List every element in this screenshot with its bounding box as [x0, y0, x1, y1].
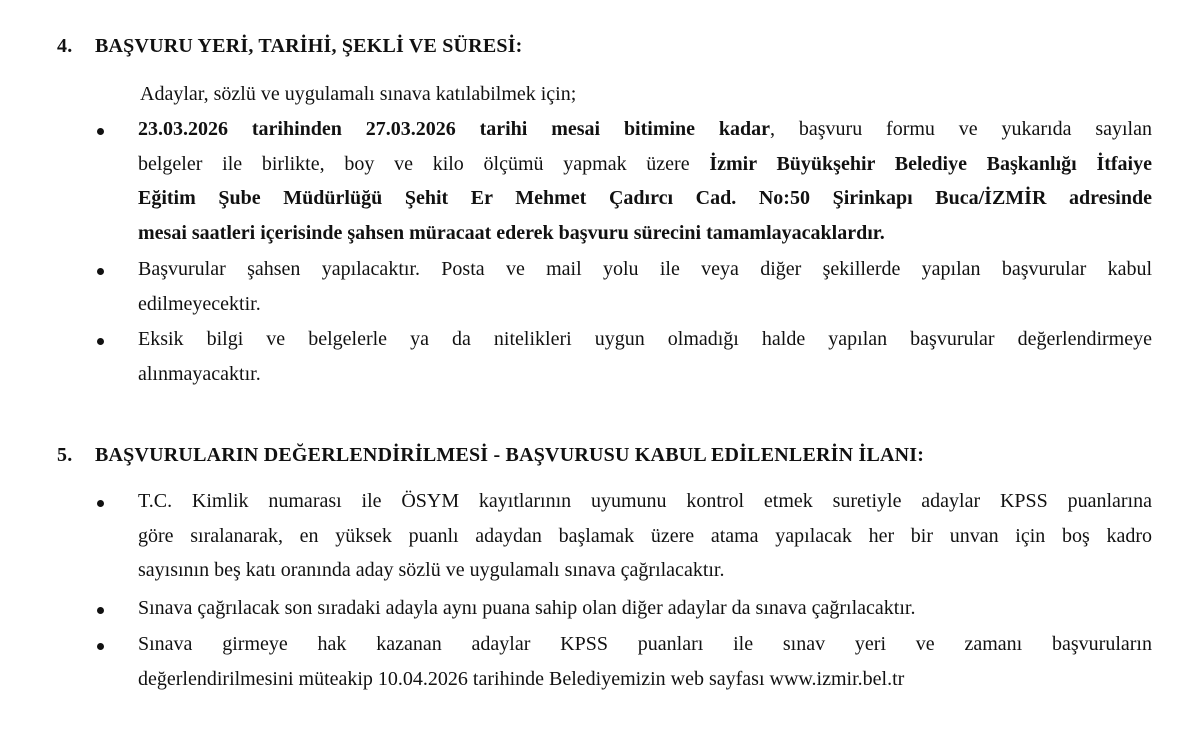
text-line — [138, 112, 1152, 147]
section-4-intro: Adaylar, sözlü ve uygulamalı sınava katılabilmek için; — [140, 83, 577, 105]
text-segment: göre sıralanarak, en yüksek puanlı adaydan başlamak üzere atama yapılacak her bir unvan için boş kadro — [138, 524, 1152, 547]
bullet-icon — [97, 635, 107, 645]
bullet-icon — [97, 120, 107, 130]
section-4-title: BAŞVURU YERİ, TARİHİ, ŞEKLİ VE SÜRESİ: — [95, 35, 523, 57]
text-line — [138, 252, 1152, 287]
bold-text-segment: mesai saatleri içerisinde şahsen müracaat ederek başvuru sürecini tamamlayacaklardır. — [138, 221, 885, 244]
text-line — [138, 357, 1152, 392]
text-segment: Başvurular şahsen yapılacaktır. Posta ve mail yolu ile veya diğer şekillerde yapılan başvurular kabul — [138, 258, 1152, 280]
section-4-heading — [57, 34, 523, 58]
text-line — [138, 147, 1152, 182]
text-segment: Sınava çağrılacak son sıradaki adayla aynı puana sahip olan diğer adaylar da sınava çağrılacaktır. — [138, 597, 916, 619]
bullet-icon — [97, 599, 107, 609]
text-segment: T.C. Kimlik numarası ile ÖSYM kayıtlarının uyumunu kontrol etmek suretiyle adaylar KPSS puanlarına — [138, 490, 1152, 512]
text-segment: belgeler ile birlikte, boy ve kilo ölçümü yapmak üzere — [138, 152, 710, 175]
section-4-number: 4. — [57, 35, 73, 57]
bullet-icon — [97, 330, 107, 340]
bold-text-segment: İzmir Büyükşehir Belediye Başkanlığı İtfaiye — [709, 152, 1152, 175]
text-segment: sayısının beş katı oranında aday sözlü ve uygulamalı sınava çağrılacaktır. — [138, 559, 725, 581]
text-line — [138, 591, 1152, 626]
bullet-icon — [97, 260, 107, 270]
section-5-number: 5. — [57, 444, 73, 466]
text-line — [138, 181, 1152, 216]
bold-text-segment: Eğitim Şube Müdürlüğü Şehit Er Mehmet Çadırcı Cad. No:50 Şirinkapı Buca/İZMİR adresinde — [138, 187, 1152, 209]
text-line — [138, 662, 1152, 697]
text-line — [138, 287, 1152, 322]
text-segment: değerlendirilmesini müteakip 10.04.2026 tarihinde Belediyemizin web sayfası www.izmir.bel.tr — [138, 667, 905, 690]
text-segment: Sınava girmeye hak kazanan adaylar KPSS puanları ile sınav yeri ve zamanı başvuruların — [138, 633, 1152, 655]
list-item-text — [138, 591, 1152, 626]
text-line — [138, 627, 1152, 662]
text-line — [138, 216, 1152, 251]
list-item-text — [138, 112, 1152, 250]
section-5-heading — [57, 443, 924, 467]
text-segment: alınmayacaktır. — [138, 362, 261, 385]
text-segment: Eksik bilgi ve belgelerle ya da nitelikleri uygun olmadığı halde yapılan başvurular değerlendirmeye — [138, 328, 1152, 350]
bold-text-segment: 23.03.2026 tarihinden 27.03.2026 tarihi mesai bitimine kadar — [138, 118, 771, 140]
bullet-icon — [97, 492, 107, 502]
text-line — [138, 519, 1152, 554]
text-line — [138, 484, 1152, 519]
list-item-text — [138, 484, 1152, 588]
list-item-text — [138, 627, 1152, 696]
text-segment: , başvuru formu ve yukarıda sayılan — [770, 118, 1152, 140]
text-segment: edilmeyecektir. — [138, 292, 261, 315]
section-5-title: BAŞVURULARIN DEĞERLENDİRİLMESİ - BAŞVURUSU KABUL EDİLENLERİN İLANI: — [95, 444, 925, 466]
text-line — [138, 553, 1152, 588]
list-item-text — [138, 322, 1152, 391]
list-item-text — [138, 252, 1152, 321]
text-line — [138, 322, 1152, 357]
